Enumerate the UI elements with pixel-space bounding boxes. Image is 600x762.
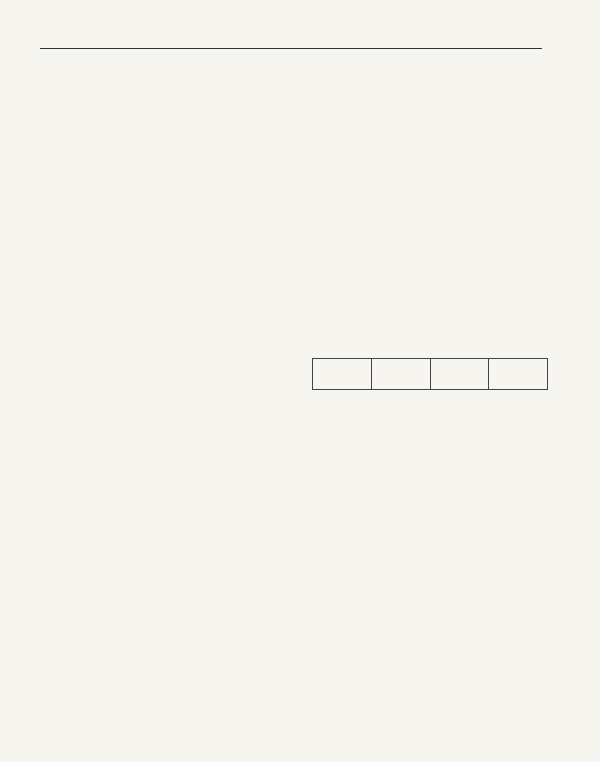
table-header-cell (313, 359, 372, 390)
table-header-cell (371, 359, 430, 390)
table-header-cell (489, 359, 548, 390)
page-header (40, 30, 542, 49)
table-header-row (313, 359, 548, 390)
table-header-cell (430, 359, 489, 390)
survival-table (312, 358, 548, 390)
left-column (58, 312, 296, 316)
figure-body-temp-chart (332, 582, 542, 762)
